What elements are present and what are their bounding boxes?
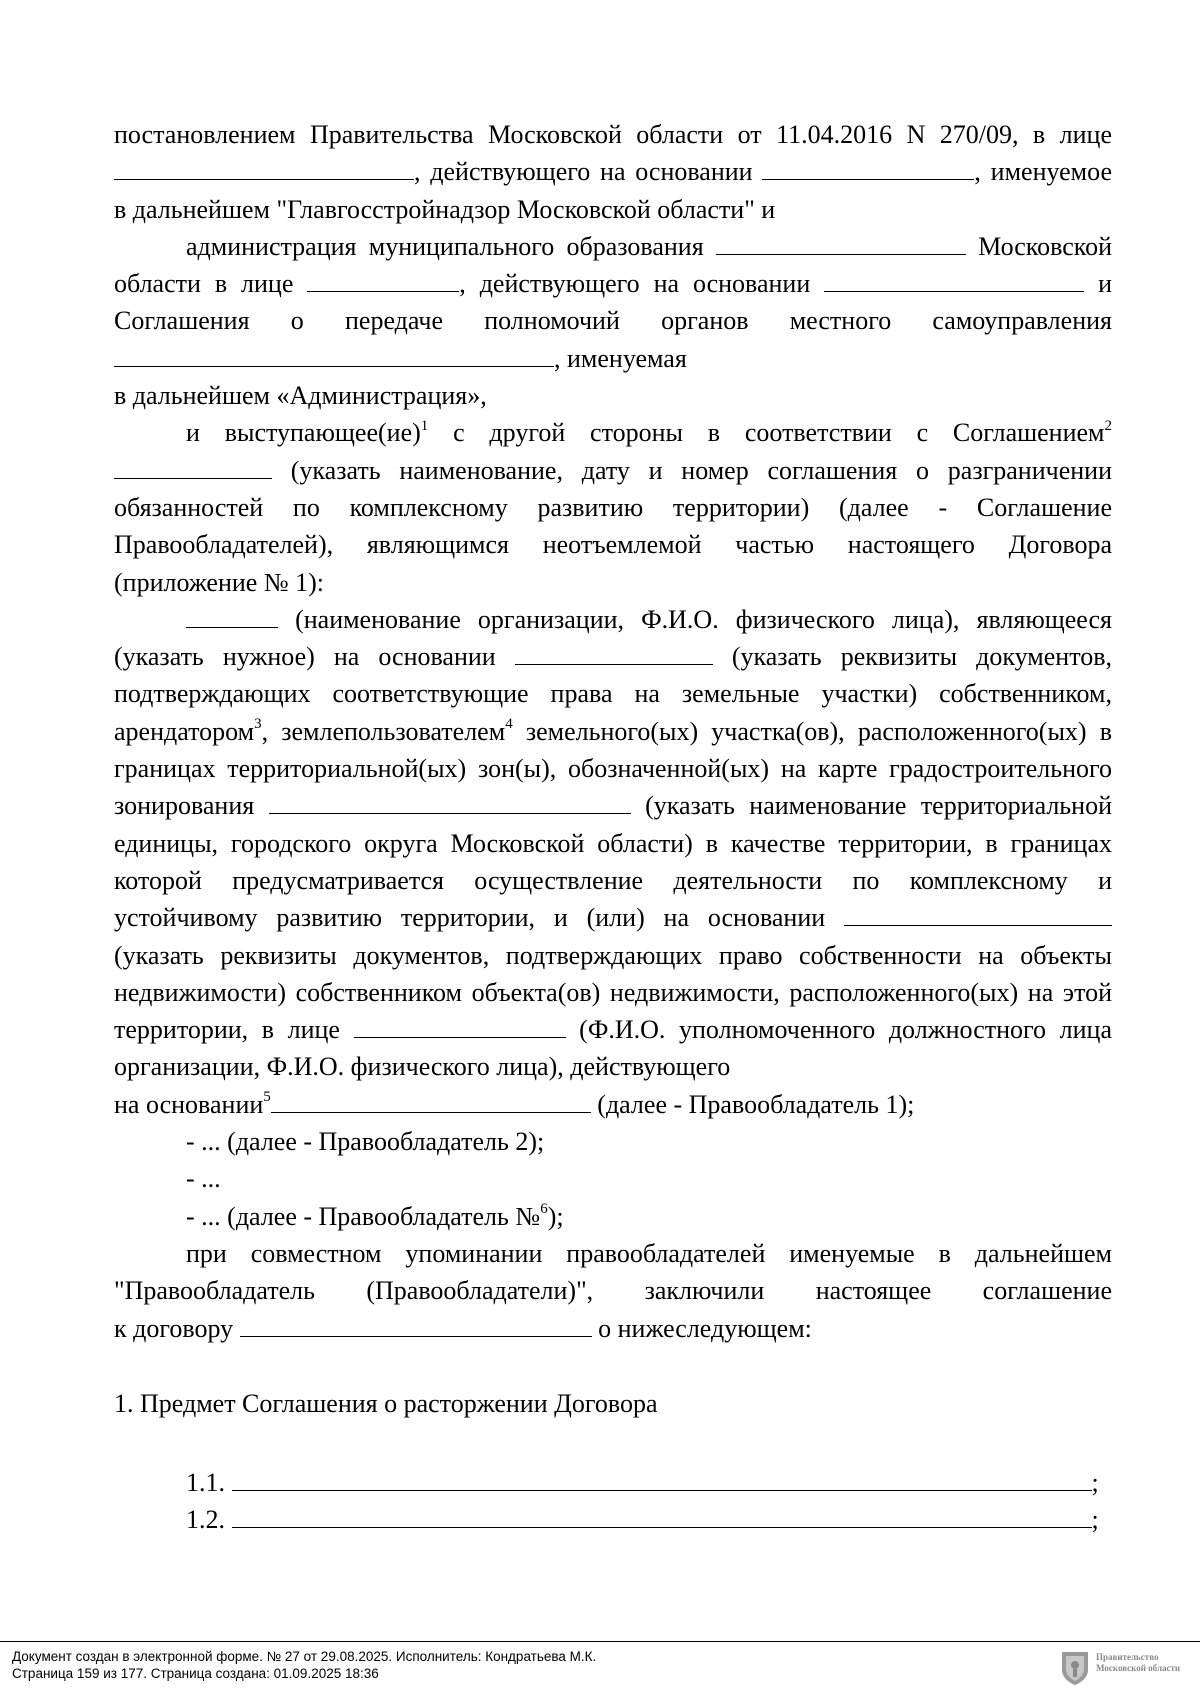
paragraph-authority: постановлением Правительства Московской области от 11.04.2016 N 270/09, в лице , действующего на основании , именуемое в дальнейшем "Главгосстройнадзор Московской области" и [114,120,1112,224]
footnote-ref-5: 5 [263,1089,271,1106]
blank-municipality [716,232,966,255]
paragraph-conclusion: при совместном упоминании правообладателей именуемые в дальнейшем "Правообладатель (Правообладатели)", заключили настоящее соглашение [114,1238,1112,1306]
footnote-ref-6: 6 [540,1200,548,1217]
footer-line-document: Документ создан в электронной форме. № 27 от 29.08.2025. Исполнитель: Кондратьева М.К. [12,1649,597,1664]
footnote-ref-1: 1 [420,417,429,434]
paragraph-administration-end: в дальнейшем «Администрация», [114,381,487,411]
blank-representative [114,157,414,180]
footnote-ref-4: 4 [505,716,513,733]
blank-zone [269,791,631,814]
blank-organization [186,605,278,628]
blank-admin-representative [307,269,459,292]
blank-property-documents [844,903,1112,926]
paragraph-right-holders-agreement: и выступающее(ие)$^1$ с другой стороны в соответствии с Соглашением$^2$ (указать наименование, дату и номер соглашения о разграничении обязанностей по комплексному развитию территории) (далее - Соглашение Правообладателей), являющимся неотъемлемой частью настоящего Договора (приложение № 1): [114,417,1113,597]
blank-delegation-agreement [114,344,554,367]
clause-1-1: 1.1. ; [186,1468,1099,1498]
paragraph-right-holder-1: (наименование организации, Ф.И.О. физического лица), являющееся (указать нужное) на основании (указать реквизиты документов, подтверждающих соответствующие права на земельные участки) собственником, арендатором$^3$, землепользователем$^4$ земельного(ых) участка(ов), расположенного(ых) в границах территориальной(ых) зон(ы), обозначенной(ых) на карте градостроительного зонирования (указать наименование территориальной единицы, городского округа Московской области) в качестве территории, в границах которой предусматривается осуществление деятельности по комплексному и устойчивому развитию территории, и (или) на основании (указать реквизиты документов, подтверждающих право собственности на объекты недвижимости) собственником объекта(ов) недвижимости, расположенного(ых) на этой территории, в лице (Ф.И.О. уполномоченного должностного лица организации, Ф.И.О. физического лица), действующего [114,604,1112,1082]
blank-clause-1-2 [232,1505,1092,1528]
footer-line-page: Страница 159 из 177. Страница создана: 01.09.2025 18:36 [12,1666,379,1681]
paragraph-conclusion-end: к договору о нижеследующем: [114,1313,812,1343]
section-title: 1. Предмет Соглашения о расторжении Договора [114,1388,658,1418]
blank-basis [762,157,974,180]
page-footer [0,1641,1200,1699]
blank-land-documents [515,642,713,665]
blank-agreement [114,456,272,479]
blank-admin-basis [824,269,1084,292]
footnote-ref-2: 2 [1104,417,1113,434]
list-item-ellipsis: - ... [186,1164,221,1194]
coat-of-arms-icon [1060,1650,1090,1686]
government-logo-text: Правительство Московской области [1096,1652,1181,1673]
clause-1-2: 1.2. ; [186,1505,1099,1535]
blank-holder-basis [271,1090,591,1113]
blank-clause-1-1 [232,1468,1092,1491]
blank-contract [240,1314,592,1337]
blank-official [354,1015,566,1038]
document-body [114,116,1112,1539]
footnote-ref-3: 3 [254,716,262,733]
footer-text [12,1648,596,1682]
list-item-right-holder-n: - ... (далее - Правообладатель №$^6$); [186,1200,564,1231]
list-item-right-holder-2: - ... (далее - Правообладатель 2); [186,1127,545,1157]
paragraph-administration: администрация муниципального образования Московской области в лице , действующего на основании и Соглашения о передаче полномочий органов местного самоуправления , именуемая [114,231,1113,373]
paragraph-right-holder-1-end: на основании$^5$ (далее - Правообладатель 1); [114,1089,915,1119]
